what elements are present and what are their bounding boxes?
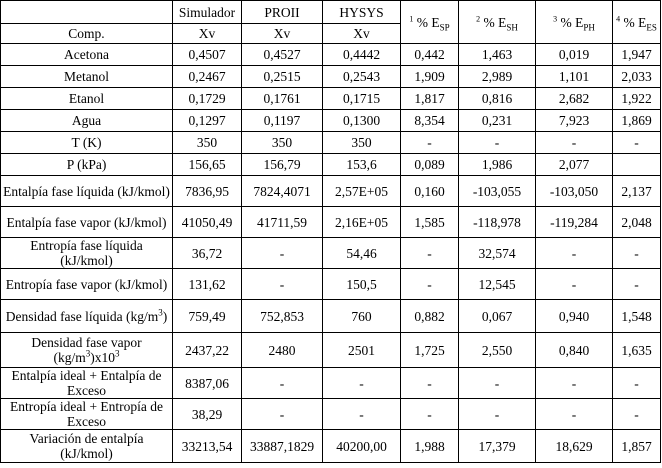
cell-value: - xyxy=(536,132,613,154)
table-row xyxy=(1,207,661,238)
cell-value: 2,989 xyxy=(459,66,536,88)
row-label: Densidad fase líquida $(kg/m^3)$ xyxy=(1,300,173,333)
row-label: Acetona xyxy=(1,44,173,66)
cell-value: 0,067 xyxy=(459,300,536,333)
cell-value: 150,5 xyxy=(323,269,401,300)
cell-value: 0,2467 xyxy=(173,66,242,88)
cell-value: 0,1197 xyxy=(242,110,323,132)
table-row xyxy=(1,238,661,269)
cell-value: -119,284 xyxy=(536,207,613,238)
cell-value: 0,816 xyxy=(459,88,536,110)
table-row xyxy=(1,66,661,88)
table-row xyxy=(1,430,661,463)
cell-value: 33213,54 xyxy=(173,430,242,463)
cell-value: 350 xyxy=(173,132,242,154)
cell-value: 0,840 xyxy=(536,333,613,368)
cell-value: 0,940 xyxy=(536,300,613,333)
cell-value: - xyxy=(613,269,661,300)
row-label: Densidad fase vapor $(kg/m^3)x10^3$ xyxy=(1,333,173,368)
row-label: Etanol xyxy=(1,88,173,110)
cell-value: 131,62 xyxy=(173,269,242,300)
cell-value: - xyxy=(536,238,613,269)
cell-value: 1,986 xyxy=(459,154,536,176)
cell-value: 8387,06 xyxy=(173,368,242,399)
cell-value: 54,46 xyxy=(323,238,401,269)
cell-value: - xyxy=(401,269,459,300)
cell-value: 7824,4071 xyxy=(242,176,323,207)
cell-value: 18,629 xyxy=(536,430,613,463)
row-label: T (K) xyxy=(1,132,173,154)
cell-value: - xyxy=(459,399,536,430)
header-xv-simulador: Xv xyxy=(173,24,242,44)
cell-value: 760 xyxy=(323,300,401,333)
cell-value: - xyxy=(242,269,323,300)
cell-value: 350 xyxy=(242,132,323,154)
cell-value: - xyxy=(459,368,536,399)
cell-value: 0,231 xyxy=(459,110,536,132)
cell-value: 2,16E+05 xyxy=(323,207,401,238)
cell-value: 1,463 xyxy=(459,44,536,66)
cell-value: 1,725 xyxy=(401,333,459,368)
header-error-es: $^4$ % $E_{ES}$ xyxy=(613,1,661,44)
header-error-ph: $^3$ % $E_{PH}$ xyxy=(536,1,613,44)
cell-value: 36,72 xyxy=(173,238,242,269)
cell-value: 0,1715 xyxy=(323,88,401,110)
cell-value: - xyxy=(613,368,661,399)
cell-value: 0,442 xyxy=(401,44,459,66)
cell-value: 1,857 xyxy=(613,430,661,463)
table-row xyxy=(1,154,661,176)
table-row xyxy=(1,132,661,154)
cell-value: 0,2543 xyxy=(323,66,401,88)
header-simulador: Simulador xyxy=(173,1,242,24)
cell-value: 350 xyxy=(323,132,401,154)
cell-value: 40200,00 xyxy=(323,430,401,463)
header-cell-empty xyxy=(1,1,173,24)
row-label: Entalpía fase líquida (kJ/kmol) xyxy=(1,176,173,207)
cell-value: - xyxy=(613,132,661,154)
cell-value: 1,909 xyxy=(401,66,459,88)
cell-value: 1,585 xyxy=(401,207,459,238)
table-row xyxy=(1,368,661,399)
cell-value: 0,1297 xyxy=(173,110,242,132)
table-row xyxy=(1,399,661,430)
cell-value: - xyxy=(242,368,323,399)
header-row-1 xyxy=(1,1,661,24)
table-row xyxy=(1,176,661,207)
cell-value: 2,137 xyxy=(613,176,661,207)
cell-value: 1,548 xyxy=(613,300,661,333)
cell-value: 2,048 xyxy=(613,207,661,238)
cell-value: 759,49 xyxy=(173,300,242,333)
cell-value: 33887,1829 xyxy=(242,430,323,463)
cell-value: 156,79 xyxy=(242,154,323,176)
cell-value: - xyxy=(401,368,459,399)
cell-value: 2,033 xyxy=(613,66,661,88)
row-label: P (kPa) xyxy=(1,154,173,176)
header-xv-hysys: Xv xyxy=(323,24,401,44)
cell-value: - xyxy=(536,399,613,430)
table-row xyxy=(1,110,661,132)
cell-value: - xyxy=(613,399,661,430)
cell-value: - xyxy=(613,238,661,269)
cell-value: 32,574 xyxy=(459,238,536,269)
cell-value: 752,853 xyxy=(242,300,323,333)
cell-value: 2480 xyxy=(242,333,323,368)
cell-value: - xyxy=(323,399,401,430)
row-label: Metanol xyxy=(1,66,173,88)
cell-value: 156,65 xyxy=(173,154,242,176)
cell-value: - xyxy=(323,368,401,399)
cell-value: -118,978 xyxy=(459,207,536,238)
header-hysys: HYSYS xyxy=(323,1,401,24)
cell-value: - xyxy=(536,368,613,399)
cell-value: 0,4527 xyxy=(242,44,323,66)
cell-value: 1,988 xyxy=(401,430,459,463)
header-comp: Comp. xyxy=(1,24,173,44)
cell-value: - xyxy=(242,238,323,269)
cell-value: - xyxy=(401,399,459,430)
table-row xyxy=(1,333,661,368)
cell-value: 2501 xyxy=(323,333,401,368)
cell-value: - xyxy=(242,399,323,430)
row-label: Entropía fase líquida (kJ/kmol) xyxy=(1,238,173,269)
cell-value: 1,101 xyxy=(536,66,613,88)
cell-value: 12,545 xyxy=(459,269,536,300)
cell-value: 153,6 xyxy=(323,154,401,176)
table-row xyxy=(1,300,661,333)
cell-value: 7,923 xyxy=(536,110,613,132)
cell-value: 2,57E+05 xyxy=(323,176,401,207)
cell-value: 1,947 xyxy=(613,44,661,66)
cell-value: 0,1729 xyxy=(173,88,242,110)
row-label: Agua xyxy=(1,110,173,132)
cell-value: - xyxy=(401,238,459,269)
row-label: Entalpía ideal + Entalpía de Exceso xyxy=(1,368,173,399)
table-row xyxy=(1,269,661,300)
cell-value: 0,019 xyxy=(536,44,613,66)
cell-value: 8,354 xyxy=(401,110,459,132)
row-label: Entalpía fase vapor (kJ/kmol) xyxy=(1,207,173,238)
cell-value: 0,1761 xyxy=(242,88,323,110)
cell-value: 0,2515 xyxy=(242,66,323,88)
cell-value: 17,379 xyxy=(459,430,536,463)
cell-value: 0,1300 xyxy=(323,110,401,132)
cell-value: 0,160 xyxy=(401,176,459,207)
cell-value: 0,882 xyxy=(401,300,459,333)
header-error-sp: $^1$ % $E_{SP}$ xyxy=(401,1,459,44)
cell-value: 7836,95 xyxy=(173,176,242,207)
cell-value: - xyxy=(459,132,536,154)
table-row xyxy=(1,88,661,110)
header-error-sh: $^2$ % $E_{SH}$ xyxy=(459,1,536,44)
cell-value xyxy=(613,154,661,176)
cell-value: 41050,49 xyxy=(173,207,242,238)
cell-value: - xyxy=(401,132,459,154)
row-label: Variación de entalpía (kJ/kmol) xyxy=(1,430,173,463)
cell-value: 0,089 xyxy=(401,154,459,176)
cell-value: -103,055 xyxy=(459,176,536,207)
table-row xyxy=(1,44,661,66)
cell-value: 38,29 xyxy=(173,399,242,430)
cell-value: -103,050 xyxy=(536,176,613,207)
cell-value: 41711,59 xyxy=(242,207,323,238)
cell-value: 0,4507 xyxy=(173,44,242,66)
cell-value: 2,077 xyxy=(536,154,613,176)
cell-value: 1,869 xyxy=(613,110,661,132)
cell-value: 2,682 xyxy=(536,88,613,110)
header-xv-proii: Xv xyxy=(242,24,323,44)
cell-value: 1,922 xyxy=(613,88,661,110)
cell-value: 1,817 xyxy=(401,88,459,110)
cell-value: 1,635 xyxy=(613,333,661,368)
row-label: Entropía fase vapor (kJ/kmol) xyxy=(1,269,173,300)
row-label: Entropía ideal + Entropía de Exceso xyxy=(1,399,173,430)
cell-value: 2,550 xyxy=(459,333,536,368)
cell-value: - xyxy=(536,269,613,300)
header-proii: PROII xyxy=(242,1,323,24)
cell-value: 2437,22 xyxy=(173,333,242,368)
cell-value: 0,4442 xyxy=(323,44,401,66)
